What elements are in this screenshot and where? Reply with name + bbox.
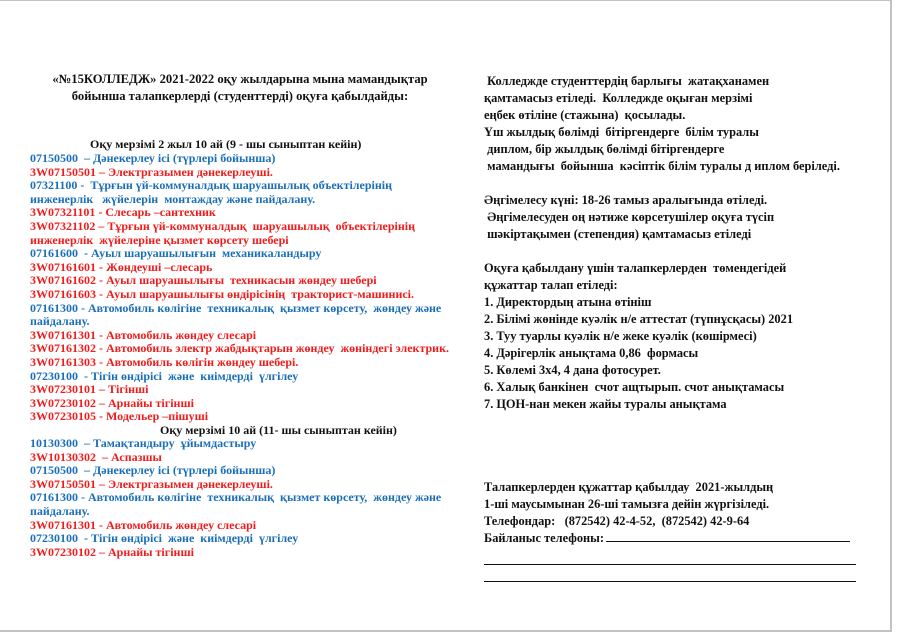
specialty-list-10m — [30, 437, 450, 559]
contact-phone-row — [484, 530, 850, 547]
qualification-item: 3W07230102 – Арнайы тігінші — [30, 395, 194, 410]
specialty-item: 07150500 – Дәнекерлеу ісі (түрлері бойынша) — [30, 151, 276, 165]
specialty-item: 07230100 - Тігін өндірісі және киімдерді үлгілеу — [30, 531, 299, 546]
qualification-item: 3W07230101 – Тігінші — [30, 382, 149, 397]
required-documents — [484, 260, 793, 413]
document-item: 6. Халық банкінен счот ащтырып. счот анықтамасы — [484, 380, 785, 394]
document-item: 1. Директордың атына өтініш — [484, 295, 652, 309]
documents-intro-line: Оқуға қабылдану үшін талапкерлерден төмендегідей — [484, 261, 787, 275]
specialty-list-2y10m — [30, 152, 450, 424]
specialty-item: 07161300 - Автомобиль көлігіне техникалық қызмет көрсету, жөндеу және пайдалану. — [30, 300, 448, 329]
qualification-item: 3W07161301 - Автомобиль жөндеу слесарі — [30, 517, 257, 532]
blank-line-2 — [484, 581, 856, 582]
contacts-info — [484, 479, 850, 547]
qualification-item: 3W07321101 - Слесарь –сантехник — [30, 205, 216, 220]
dormitory-line: Үш жылдық бөлімді бітіргендерге білім туралы — [484, 125, 759, 139]
interview-line: шәкіртақымен (степендия) қамтамасыз етіледі — [484, 227, 752, 241]
qualification-item: 3W07161603 - Ауыл шаруашылығы өндірісінің тракторист-машинисі. — [30, 286, 415, 301]
contacts-line: Талапкерлерден құжаттар қабылдау 2021-жылдың — [484, 480, 774, 494]
specialty-item: 07150500 – Дәнекерлеу ісі (түрлері бойынша) — [30, 463, 276, 478]
document-item: 5. Көлемі 3х4, 4 дана фотосурет. — [484, 363, 661, 377]
document-item: 3. Туу туарлы куәлік н/е жеке куәлік (көшірмесі) — [484, 329, 757, 343]
dormitory-line: мамандығы бойынша кәсіптік білім туралы д иплом беріледі. — [484, 159, 840, 173]
qualification-item: 3W07150501 – Электргазымен дәнекерлеуші. — [30, 164, 273, 179]
interview-line: Әңгімелесуден оң нәтиже көрсетушілер оқуға түсіп — [484, 210, 775, 224]
specialty-item: 07321100 - Тұрғын үй-коммуналдық шаруашылық объектілерінің инженерлік жүйелерін монтаждау және пайдалану. — [30, 178, 396, 206]
section-heading-10m: Оқу мерзімі 10 ай (11- шы сыныптан кейін) — [160, 423, 397, 437]
document-title — [30, 71, 450, 105]
dormitory-line: диплом, бір жылдық бөлімді бітіргендерге — [484, 142, 725, 156]
title-line-1: «№15КОЛЛЕДЖ» 2021-2022 оқу жылдарына мына мамандықтар — [52, 72, 428, 86]
contacts-line: Телефондар: (872542) 42-4-52, (872542) 42-9-64 — [484, 514, 750, 528]
specialty-item: 07230100 - Тігін өндірісі және киімдерді үлгілеу — [30, 368, 299, 383]
qualification-item: 3W07161601 - Жөндеуші –слесарь — [30, 259, 213, 274]
document-item: 2. Білімі жөнінде куәлік н/е аттестат (түпнұсқасы) 2021 — [484, 312, 794, 326]
document-item: 7. ЦОН-нан мекен жайы туралы анықтама — [484, 397, 727, 411]
document-item: 4. Дәрігерлік анықтама 0,86 формасы — [484, 346, 699, 360]
interview-line: Әңгімелесу күні: 18-26 тамыз аралығында өтіледі. — [484, 193, 768, 207]
section-heading-2y10m: Оқу мерзімі 2 жыл 10 ай (9 - шы сыныптан кейін) — [90, 137, 362, 151]
dormitory-info — [484, 73, 840, 175]
specialty-item: 07161600 - Ауыл шаруашылығын механикаландыру — [30, 246, 322, 261]
dormitory-line: қамтамасыз етіледі. Колледжде оқыған мерзімі — [484, 91, 753, 105]
documents-intro-line: құжаттар талап етіледі: — [484, 278, 618, 292]
qualification-item: 3W07230102 – Арнайы тігінші — [30, 544, 194, 559]
qualification-item: 3W07161301 - Автомобиль жөндеу слесарі — [30, 327, 257, 342]
blank-line-1 — [484, 564, 856, 565]
contacts-line: 1-ші маусымынан 26-ші тамызға дейін жүргізіледі. — [484, 497, 770, 511]
qualification-item: 3W10130302 – Аспазшы — [30, 449, 162, 464]
contact-phone-blank — [606, 540, 850, 542]
qualification-item: 3W07161302 - Автомобиль электр жабдықтарын жөндеу жөніндегі электрик. — [30, 341, 450, 356]
interview-info — [484, 192, 774, 243]
qualification-item: 3W07161602 - Ауыл шаруашылығы техникасын жөндеу шебері — [30, 273, 377, 288]
qualification-item: 3W07150501 – Электргазымен дәнекерлеуші. — [30, 476, 273, 491]
specialty-item: 10130300 – Тамақтандыру ұйымдастыру — [30, 436, 257, 450]
contact-phone-label: Байланыс телефоны: — [484, 531, 604, 545]
specialty-item: 07161300 - Автомобиль көлігіне техникалық қызмет көрсету, жөндеу және пайдалану. — [30, 490, 445, 518]
qualification-item: 3W07321102 – Тұрғын үй-коммуналдық шаруашылық объектілерінің инженерлік жүйелеріне қызмет көрсету шебері — [30, 218, 419, 247]
dormitory-line: Колледжде студенттердің барлығы жатақханамен — [484, 74, 770, 88]
title-line-2: бойынша талапкерлерді (студенттерді) оқуға қабылдайды: — [71, 89, 409, 103]
qualification-item: 3W07230105 - Модельер –пішуші — [30, 409, 209, 424]
qualification-item: 3W07161303 - Автомобиль көлігін жөндеу шебері. — [30, 354, 299, 369]
dormitory-line: еңбек өтіліне (стажына) қосылады. — [484, 108, 686, 122]
